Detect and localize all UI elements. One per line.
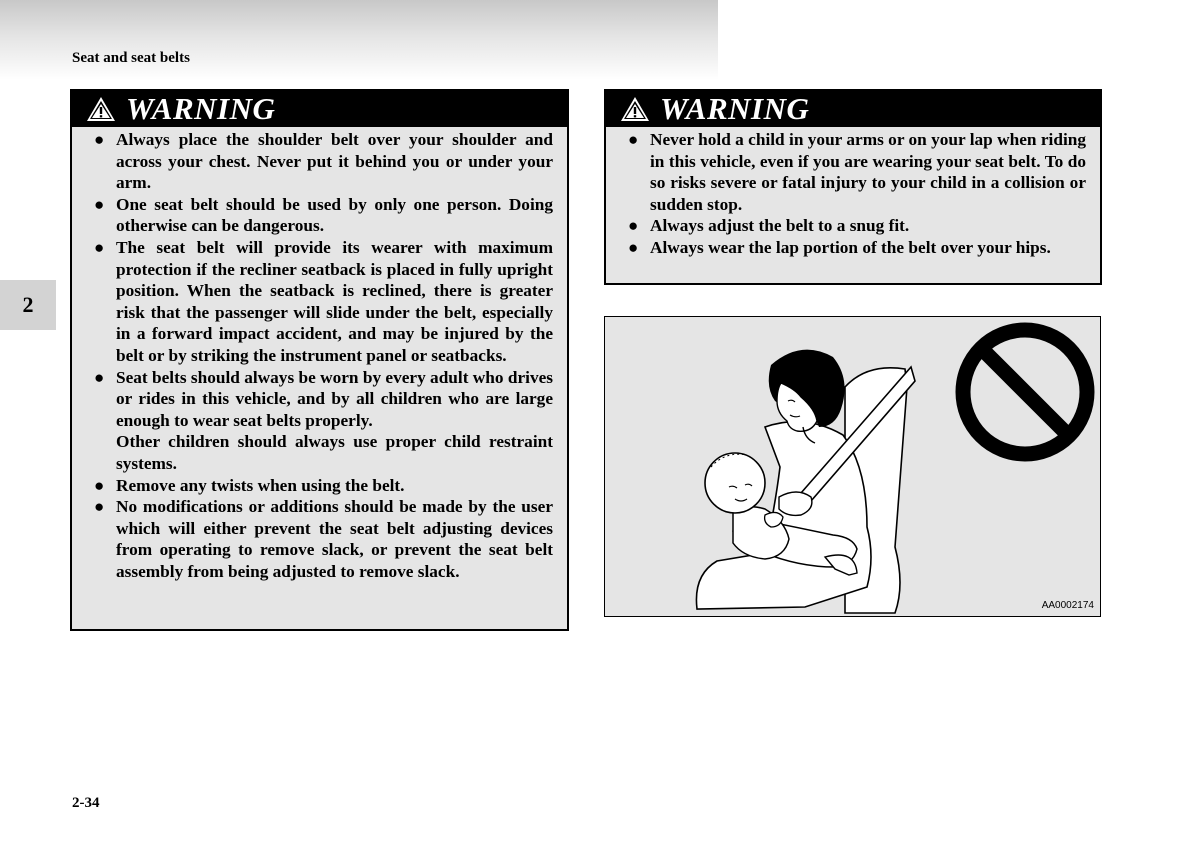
header-band [0,0,718,80]
warning-body-left [72,127,567,586]
warning-item: ● Remove any twists when using the belt. [94,475,405,495]
chapter-tab [0,280,56,330]
warning-title-left: WARNING [126,91,276,126]
warning-triangle-icon [620,96,650,122]
warning-item-continuation: Other children should always use proper child restraint systems. [116,432,553,473]
warning-box-left [70,89,569,631]
warning-header-left [72,91,567,127]
illustration-mother-holding-child [605,317,1101,617]
figure-code: AA0002174 [1041,600,1094,611]
warning-triangle-icon [86,96,116,122]
warning-item: ● Never hold a child in your arms or on your lap when riding in this vehicle, even if you are wearing your seat belt. To do so risks severe or fatal injury to your child in a collision or sudden stop. [628,130,1086,214]
chapter-number: 2 [22,292,34,317]
warning-item: ● Always adjust the belt to a snug fit. [628,216,910,236]
warning-item: ● No modifications or additions should be made by the user which will either prevent the seat belt adjusting devices from operating to remove slack, or prevent the seat belt assembly from being adjusted to remove slack. [94,497,553,581]
warning-item: ● Always place the shoulder belt over your shoulder and across your chest. Never put it behind you or under your arm. [94,130,553,193]
warning-box-right [604,89,1102,285]
illustration-box [604,316,1101,617]
warning-item: ● Seat belts should always be worn by every adult who drives or rides in this vehicle, and by all children who are large enough to wear seat belts properly. [94,367,553,430]
warning-title-right: WARNING [660,91,810,126]
warning-item: ● One seat belt should be used by only one person. Doing otherwise can be dangerous. [94,194,553,236]
prohibition-icon [963,330,1087,454]
warning-body-right [606,127,1100,263]
section-title: Seat and seat belts [72,50,190,66]
warning-item: ● The seat belt will provide its wearer with maximum protection if the recliner seatback is placed in fully upright position. When the seatback is reclined, there is greater risk that the passenger will slide under the belt, especially in a forward impact accident, and may be injured by the belt or by striking the instrument panel or seatbacks. [94,237,553,365]
warning-header-right [606,91,1100,127]
page-number: 2-34 [72,795,100,811]
warning-item: ● Always wear the lap portion of the belt over your hips. [628,237,1051,257]
